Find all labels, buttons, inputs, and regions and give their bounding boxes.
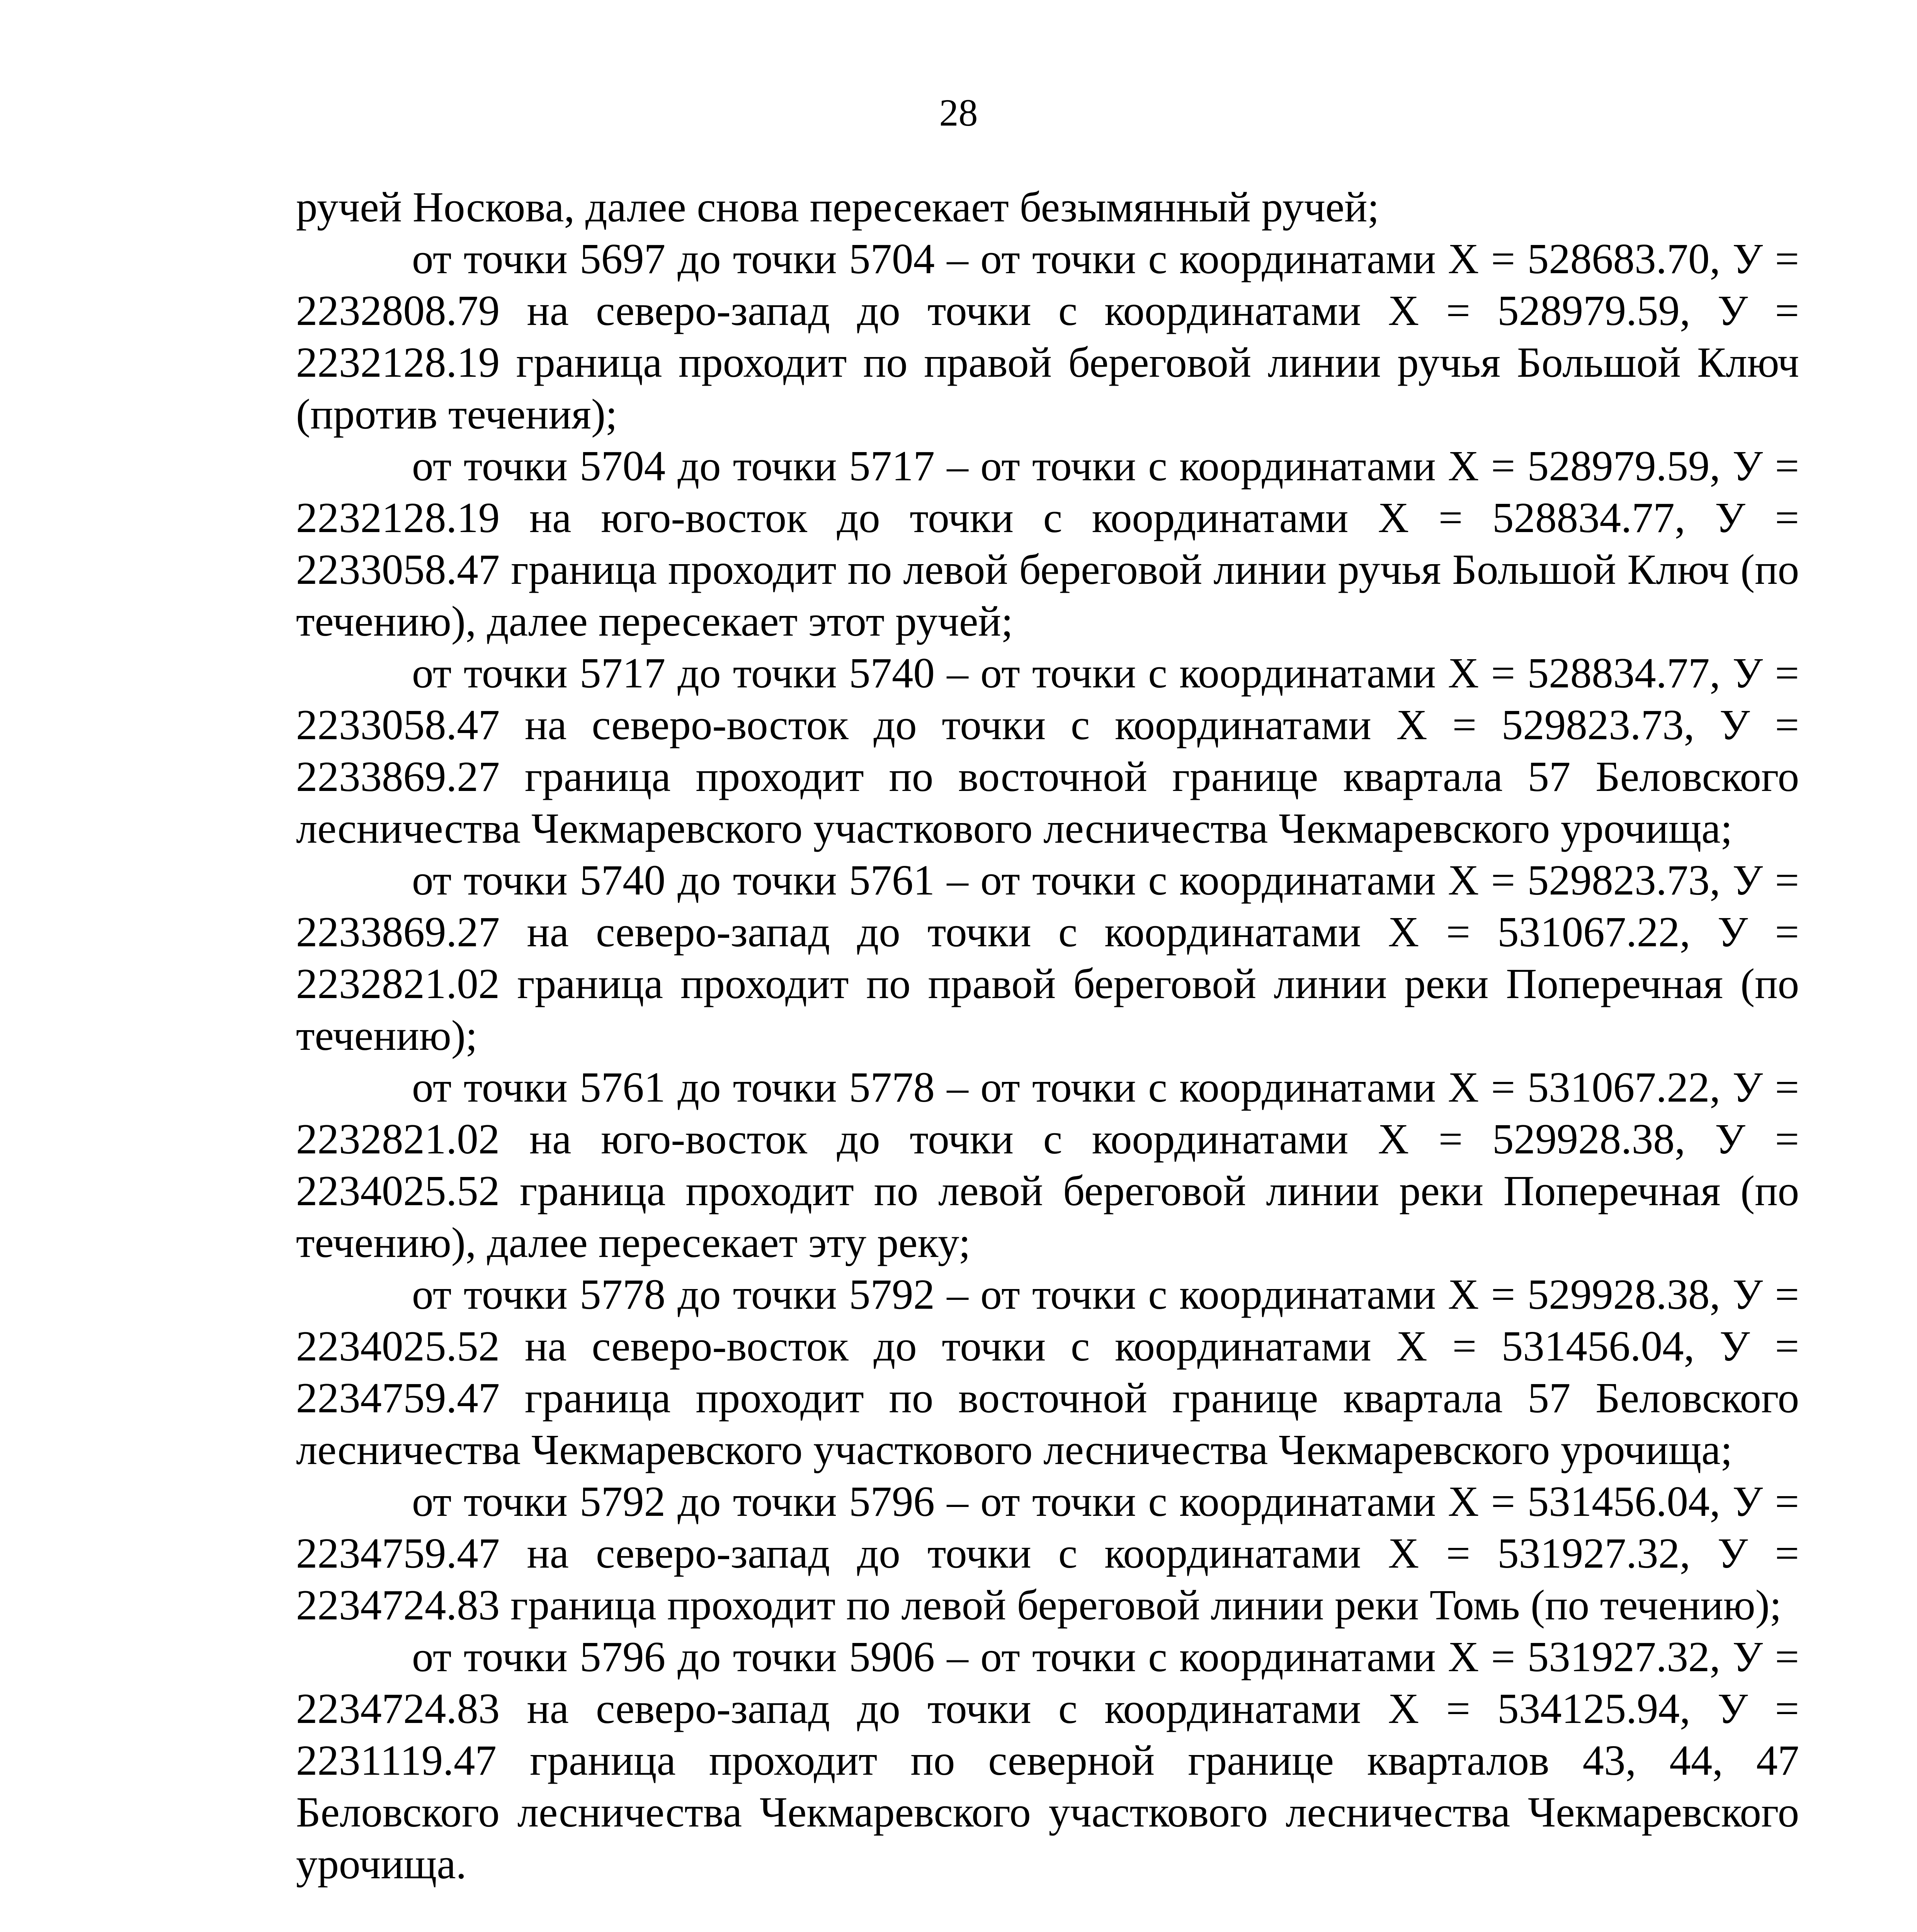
boundary-paragraph: от точки 5778 до точки 5792 – от точки с координатами Х = 529928.38, У = 2234025.52 на северо-восток до точки с координатами Х = 531456.04, У = 2234759.47 граница проходит по восточной границе квартала 57 Беловского лесничества Чекмаревского участкового лесничества Чекмаревского урочища; (296, 1271, 1799, 1474)
boundary-paragraph: от точки 5697 до точки 5704 – от точки с координатами Х = 528683.70, У = 2232808.79 на северо-запад до точки с координатами Х = 528979.59, У = 2232128.19 граница проходит по правой береговой линии ручья Большой Ключ (против течения); (296, 235, 1799, 438)
boundary-paragraph: от точки 5717 до точки 5740 – от точки с координатами Х = 528834.77, У = 2233058.47 на северо-восток до точки с координатами Х = 529823.73, У = 2233869.27 граница проходит по восточной границе квартала 57 Беловского лесничества Чекмаревского участкового лесничества Чекмаревского урочища; (296, 650, 1799, 852)
boundary-paragraph: от точки 5704 до точки 5717 – от точки с координатами Х = 528979.59, У = 2232128.19 на юго-восток до точки с координатами Х = 528834.77, У = 2233058.47 граница проходит по левой береговой линии ручья Большой Ключ (по течению), далее пересекает этот ручей; (296, 442, 1799, 645)
boundary-paragraph: от точки 5796 до точки 5906 – от точки с координатами Х = 531927.32, У = 2234724.83 на северо-запад до точки с координатами Х = 534125.94, У = 2231119.47 граница проходит по северной границе кварталов 43, 44, 47 Беловского лесничества Чекмаревского участкового лесничества Чекмаревского урочища. (296, 1633, 1799, 1888)
boundary-paragraph: от точки 5792 до точки 5796 – от точки с координатами Х = 531456.04, У = 2234759.47 на северо-запад до точки с координатами Х = 531927.32, У = 2234724.83 граница проходит по левой береговой линии реки Томь (по течению); (296, 1478, 1799, 1629)
page-number: 28 (939, 91, 978, 134)
document-body (296, 182, 1799, 1932)
paragraph-continuation: ручей Носкова, далее снова пересекает безымянный ручей; (296, 184, 1379, 231)
boundary-paragraph: от точки 5761 до точки 5778 – от точки с координатами Х = 531067.22, У = 2232821.02 на юго-восток до точки с координатами Х = 529928.38, У = 2234025.52 граница проходит по левой береговой линии реки Поперечная (по течению), далее пересекает эту реку; (296, 1064, 1799, 1267)
boundary-paragraph: от точки 5740 до точки 5761 – от точки с координатами Х = 529823.73, У = 2233869.27 на северо-запад до точки с координатами Х = 531067.22, У = 2232821.02 граница проходит по правой береговой линии реки Поперечная (по течению); (296, 857, 1799, 1060)
